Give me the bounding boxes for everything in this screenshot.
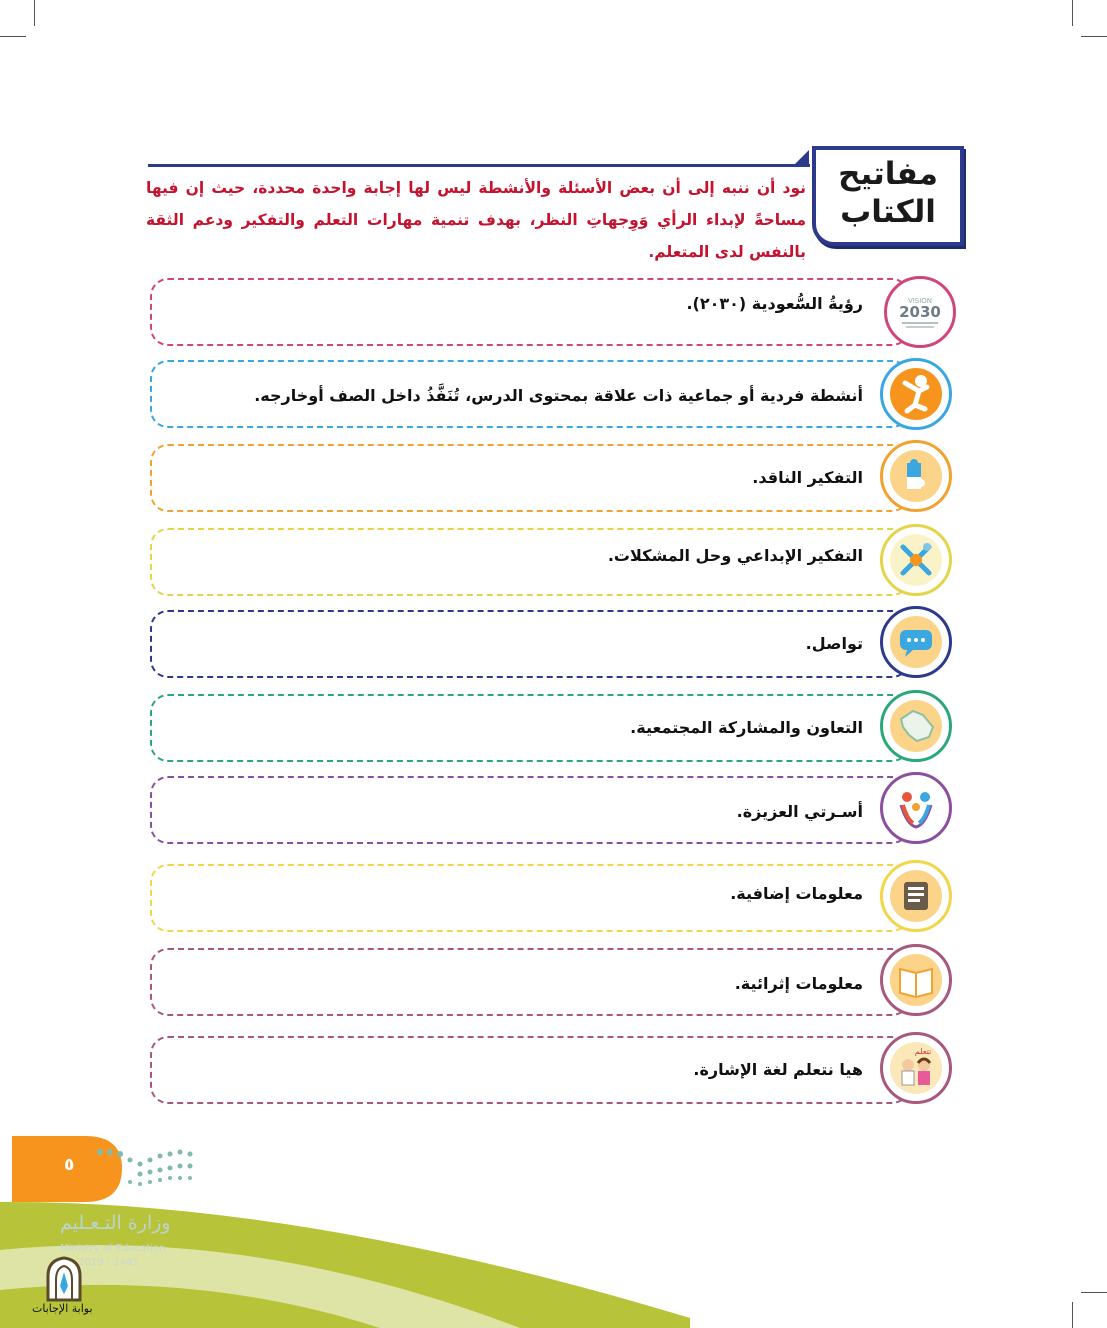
- key-label-cooperation: التعاون والمشاركة المجتمعية.: [630, 718, 863, 737]
- page-title-box: [812, 146, 964, 246]
- ministry-name-en: Ministry of Education: [60, 1243, 166, 1254]
- sign-language-icon: [880, 1032, 952, 1104]
- vision-2030-icon: [884, 276, 956, 348]
- crop-mark: [34, 0, 35, 26]
- svg-text:2030: 2030: [899, 303, 941, 321]
- activity-person-icon: [880, 358, 952, 430]
- ministry-name-ar: وزارة التـعـليم: [60, 1212, 171, 1234]
- ministry-year: 2019 - 1441: [78, 1257, 139, 1268]
- notes-icon: [880, 860, 952, 932]
- intro-paragraph: نود أن ننبه إلى أن بعض الأسئلة والأنشطة ليس لها إجابة واحدة محددة، حيث إن فيها مساحةً لإبداء الرأي وَوِجهاتِ النظر، بهدف تنمية مهارات التعلم والتفكير ودعم الثقة بالنفس لدى المتعلم.: [146, 179, 806, 261]
- portal-logo-icon: [42, 1256, 86, 1302]
- key-label-critical-thinking: التفكير الناقد.: [752, 468, 863, 487]
- key-row: [150, 610, 910, 678]
- header-rule-notch: [793, 150, 809, 166]
- crop-mark: [1081, 36, 1107, 37]
- crop-mark: [1072, 0, 1073, 26]
- page-title-line2: الكتاب: [840, 194, 936, 230]
- open-book-icon: [880, 944, 952, 1016]
- key-label-communicate: تواصل.: [805, 634, 863, 653]
- page-title-line1: مفاتيح: [838, 156, 938, 192]
- key-label-enrichment-info: معلومات إثرائية.: [734, 974, 863, 993]
- puzzle-icon: [880, 440, 952, 512]
- key-label-vision: رؤيةُ السُّعودية (٢٠٣٠).: [686, 294, 863, 313]
- key-label-family: أسـرتي العزيزة.: [736, 802, 863, 821]
- page-number: ٥: [64, 1155, 75, 1175]
- creative-thinking-icon: [880, 524, 952, 596]
- family-icon: [880, 772, 952, 844]
- key-label-sign-language: هيا نتعلم لغة الإشارة.: [693, 1060, 863, 1079]
- saudi-map-icon: [880, 690, 952, 762]
- crop-mark: [0, 36, 26, 37]
- svg-text:VISION: VISION: [907, 297, 933, 305]
- svg-text:نتعلم: نتعلم: [914, 1047, 932, 1056]
- key-label-creative-thinking: التفكير الإبداعي وحل المشكلات.: [607, 546, 863, 565]
- key-label-activity: أنشطة فردية أو جماعية ذات علاقة بمحتوى الدرس، تُنَفَّذُ داخل الصف أوخارجه.: [254, 386, 863, 405]
- key-label-additional-info: معلومات إضافية.: [730, 884, 863, 903]
- header-rule: [148, 164, 810, 167]
- chat-bubble-icon: [880, 606, 952, 678]
- portal-logo-label: بوابة الإجابات: [32, 1302, 93, 1315]
